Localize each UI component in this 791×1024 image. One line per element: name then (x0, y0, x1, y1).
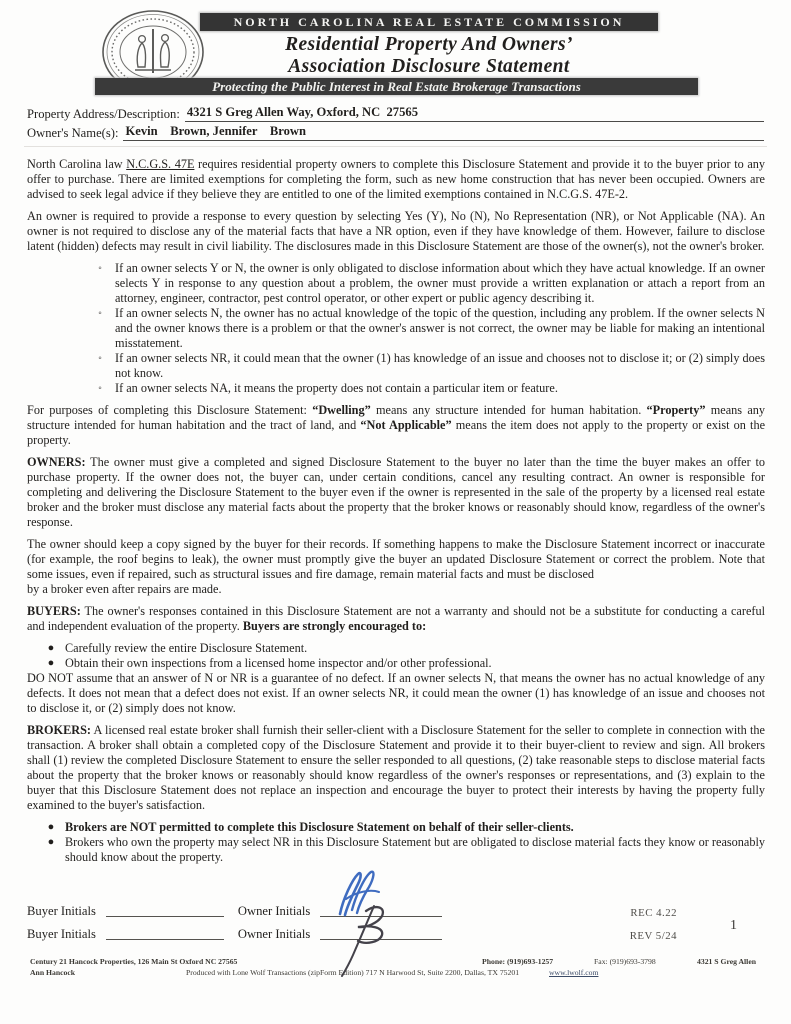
statute-reference: N.C.G.S. 47E (126, 157, 195, 171)
list-item (27, 261, 765, 306)
buyer-initials-label: Buyer Initials (27, 927, 96, 941)
text-segment: For purposes of completing this Disclosure Statement: (27, 403, 313, 417)
text-segment: The owner should keep a copy signed by the buyer for their records. If something happens to make the Disclosure Statement incorrect or inaccurate (for example, the roof begins to leak), the owner must promptly give the buyer an updated Disclosure Statement or correct the problem. Note that some issues, even if repaired, such as structural issues and fire damage, remain material facts and must be disclosed (27, 537, 765, 581)
text-segment: The owner's responses contained in this Disclosure Statement are not a warranty and should not be a substitute for conducting a careful and independent evaluation of the property. (27, 604, 765, 633)
list-item (27, 381, 765, 396)
bullet-icon: ◦ (98, 263, 102, 274)
paragraph-buyers (27, 604, 765, 634)
owners-heading: OWNERS: (27, 455, 86, 469)
rec-version-label: REC 4.22 (630, 907, 677, 919)
bullet-text: If an owner selects NR, it could mean that the owner (1) has knowledge of an issue and chooses not to disclose it; or (2) simply does not know. (115, 351, 765, 380)
footer-reference: 4321 S Greg Allen (697, 957, 757, 966)
bullet-text: If an owner selects Y or N, the owner is only obligated to disclose information about which they have actual knowledge. If an owner selects Y in response to any question about a problem, the owner must provide a written explanation or attach a report from an attorney, engineer, contractor, pest control operator, or other expert or public agency describing it. (115, 261, 765, 305)
response-bullet-list (27, 261, 765, 396)
paragraph-law (27, 157, 765, 202)
commission-bar: NORTH CAROLINA REAL ESTATE COMMISSION (200, 13, 658, 31)
buyers-heading: BUYERS: (27, 604, 81, 618)
text-segment: The owner must give a completed and signed Disclosure Statement to the buyer no later than the time the buyer makes an offer to purchase property. If the owner does not, the buyer can, under certain conditions, cancel any resulting contract. An owner is responsible for completing and delivering the Disclosure Statement to the buyer even if the owner is represented in the sale of the property by a licensed real estate broker and the broker must disclose any material facts about the property that the broker knows or reasonably should know, regardless of the owner's response. (27, 455, 765, 529)
paragraph-owner-copy (27, 537, 765, 597)
signature-block (27, 896, 765, 942)
document-title-line1: Residential Property And Owners’ (285, 34, 573, 55)
brokers-heading: BROKERS: (27, 723, 91, 737)
initials-row-2 (27, 919, 765, 942)
bullet-text: Carefully review the entire Disclosure Statement. (65, 641, 308, 655)
paragraph-response-options: An owner is required to provide a response to every question by selecting Yes (Y), No (N), No Representation (NR), or Not Applicable (NA). An owner is not required to disclose any of the material facts that have a NR option, even if they have knowledge of them. However, failure to disclose latent (hidden) defects may result in civil liability. The disclosures made in this Disclosure Statement are those of the owner(s), not the owner's broker. (27, 209, 765, 253)
bullet-icon: ◦ (98, 308, 102, 319)
address-field-row (27, 105, 764, 122)
bullet-text: If an owner selects N, the owner has no actual knowledge of the topic of the question, including any problem. If the owner selects N and the owner knows there is a problem or that the owner's answer is not correct, the owner may be liable for making an intentional misstatement. (115, 306, 765, 350)
bullet-text-bold: Brokers are NOT permitted to complete this Disclosure Statement on behalf of their seller-clients. (65, 820, 574, 834)
buyer-initials-line-2[interactable] (106, 925, 224, 940)
text-segment: means any structure intended for human habitation. (370, 403, 647, 417)
text-segment: by a broker even after repairs are made. (27, 582, 222, 596)
buyers-bullet-list (27, 641, 765, 671)
bullet-icon: ● (47, 642, 55, 654)
paragraph-do-not: DO NOT assume that an answer of N or NR is a guarantee of no defect. If an owner selects N, that means the owner has no actual knowledge of any defects. It does not mean that a defect does not exist. If an owner selects NR, it could mean the owner (1) has knowledge of an issue and chooses not to disclose it, or (2) simply does not know. (27, 671, 765, 715)
owner-initials-line-1[interactable] (320, 902, 442, 917)
footer-brokerage: Century 21 Hancock Properties, 126 Main St Oxford NC 27565 (30, 957, 238, 966)
address-label: Property Address/Description: (27, 107, 180, 121)
document-header (0, 0, 791, 99)
lwolf-link[interactable]: www.lwolf.com (549, 968, 599, 977)
list-item (27, 820, 765, 835)
bullet-icon: ● (47, 821, 55, 833)
list-item (27, 306, 765, 351)
text-segment: A licensed real estate broker shall furnish their seller-client with a Disclosure Statement for the seller to complete in connection with the transaction. A broker shall obtain a completed copy of the Disclosure Statement and provide it to their buyer-client to review and sign. All brokers shall (1) review the completed Disclosure Statement to ensure the seller responded to all questions, (2) take reasonable steps to disclose material facts about the property that the broker knows or reasonably should know regardless of the owner's responses or representations, and (3) explain to the buyer that this Disclosure Statement does not replace an inspection and encourage the buyer to protect their interests by having the property fully examined to the buyer's satisfaction. (27, 723, 765, 812)
buyers-encouraged-text: Buyers are strongly encouraged to: (242, 619, 427, 633)
bullet-text: Obtain their own inspections from a licensed home inspector and/or other professional. (65, 656, 492, 670)
owners-label: Owner's Name(s): (27, 126, 119, 140)
bullet-icon: ● (47, 657, 55, 669)
address-value-field[interactable]: 4321 S Greg Allen Way, Oxford, NC 27565 (185, 105, 764, 122)
owner-initials-label: Owner Initials (237, 927, 311, 941)
text-segment: requires residential property owners to complete this Disclosure Statement and provide it to the buyer prior to any offer to purchase. There are limited exemptions for completing the form, such as new home construction that has never been occupied. Owners are advised to seek legal advice if they believe they are entitled to one of the limited exemptions contained in N.C.G.S. 47E-2. (27, 157, 766, 201)
tagline-bar: Protecting the Public Interest in Real Estate Brokerage Transactions (95, 78, 698, 95)
list-item (27, 641, 765, 656)
text-segment: North Carolina law (27, 157, 127, 171)
owner-initials-label: Owner Initials (237, 904, 311, 918)
buyer-initials-line-1[interactable] (106, 902, 224, 917)
bullet-icon: ◦ (98, 383, 102, 394)
owners-field-row (27, 124, 764, 141)
brokers-bullet-list (27, 820, 765, 865)
page-number: 1 (730, 918, 737, 933)
bullet-icon: ● (47, 836, 55, 848)
document-body (0, 147, 791, 865)
paragraph-definitions (27, 403, 765, 448)
bullet-icon: ◦ (98, 353, 102, 364)
buyer-initials-label: Buyer Initials (27, 904, 96, 918)
text-segment: means the item does not apply to the property or exist on the property. (27, 418, 766, 447)
paragraph-brokers (27, 723, 765, 813)
footer-produced-by: Produced with Lone Wolf Transactions (zipForm Edition) 717 N Harwood St, Suite 2200, Dallas, TX 75201 (186, 968, 520, 977)
document-title-line2: Association Disclosure Statement (288, 56, 570, 77)
list-item (27, 351, 765, 381)
footer-fax: Fax: (919)693-3798 (594, 957, 656, 966)
initials-row-1 (27, 896, 765, 919)
footer-phone: Phone: (919)693-1257 (482, 957, 554, 966)
bullet-text: Brokers who own the property may select NR in this Disclosure Statement but are obligated to disclose material facts they know or reasonably should know about the property. (65, 835, 765, 864)
owner-initials-signature-1 (326, 868, 398, 920)
term-property: “Property” (646, 403, 706, 417)
rev-version-label: REV 5/24 (629, 930, 677, 942)
text-segment: means any structure intended for human habitation and the tract of land, and (27, 403, 766, 432)
owner-initials-line-2[interactable] (320, 925, 442, 940)
term-not-applicable: “Not Applicable” (360, 418, 452, 432)
list-item (27, 835, 765, 865)
list-item (27, 656, 765, 671)
term-dwelling: “Dwelling” (312, 403, 371, 417)
paragraph-owners (27, 455, 765, 530)
property-fields (0, 99, 791, 141)
footer-agent-name: Ann Hancock (30, 968, 76, 977)
owners-value-field[interactable]: Kevin Brown, Jennifer Brown (123, 124, 764, 141)
bullet-text: If an owner selects NA, it means the property does not contain a particular item or feature. (115, 381, 558, 395)
